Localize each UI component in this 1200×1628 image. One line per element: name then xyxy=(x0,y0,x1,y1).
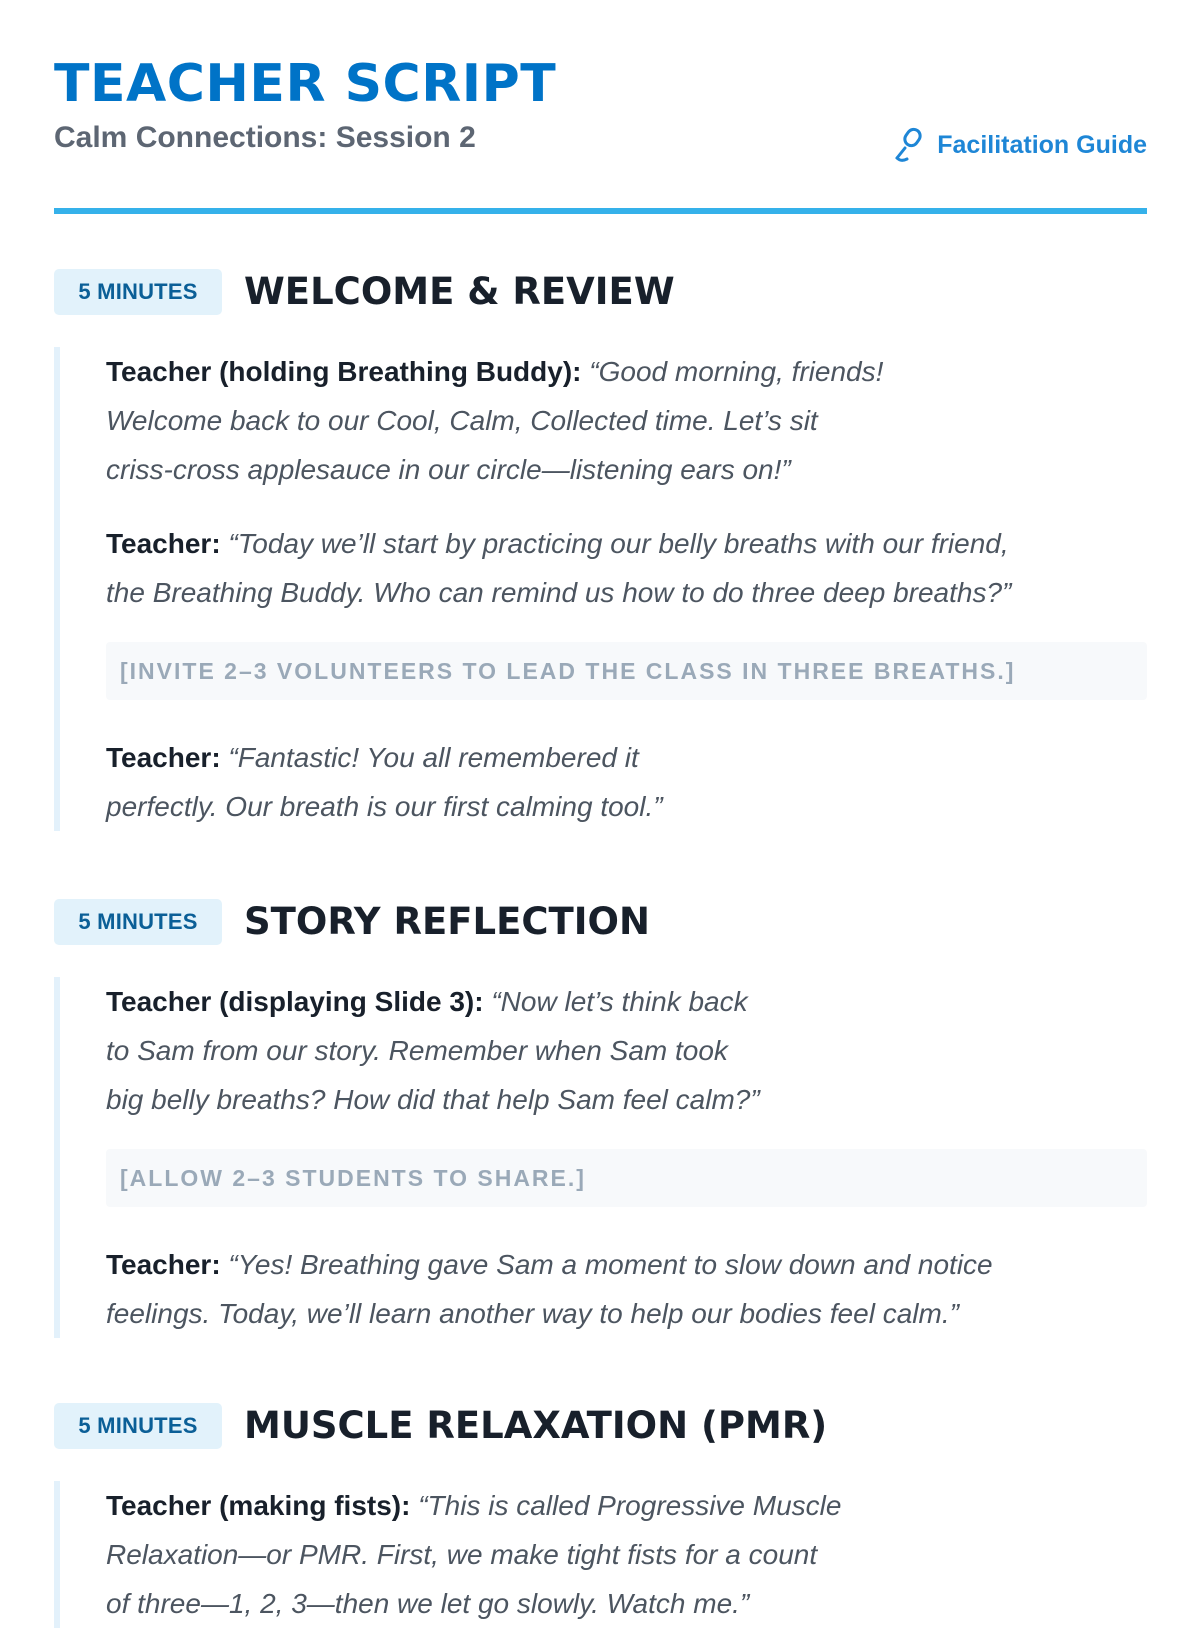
section-title: MUSCLE RELAXATION (PMR) xyxy=(244,1404,828,1447)
speaker-label: Teacher (making fists): xyxy=(106,1490,411,1521)
speaker-label: Teacher: xyxy=(106,1249,221,1280)
speech-text: to Sam from our story. Remember when Sam took xyxy=(106,1035,728,1066)
speech-text: big belly breaths? How did that help Sam feel calm?” xyxy=(106,1084,760,1115)
stage-direction: [INVITE 2–3 VOLUNTEERS TO LEAD THE CLASS IN THREE BREATHS.] xyxy=(106,642,1147,700)
script-line xyxy=(106,977,1147,1124)
script-line xyxy=(106,1240,1147,1338)
section-heading xyxy=(54,1402,1147,1450)
speaker-label: Teacher (holding Breathing Buddy): xyxy=(106,356,582,387)
script-line xyxy=(106,519,1147,617)
speech-text: “Today we’ll start by practicing our belly breaths with our friend, xyxy=(228,528,1009,559)
microphone-icon xyxy=(891,126,925,164)
script-line xyxy=(106,733,1147,831)
facilitation-guide-label: Facilitation Guide xyxy=(937,130,1147,159)
section-title: WELCOME & REVIEW xyxy=(244,270,675,313)
duration-badge: 5 MINUTES xyxy=(54,899,222,945)
speech-text: “This is called Progressive Muscle xyxy=(418,1490,842,1521)
speaker-label: Teacher: xyxy=(106,742,221,773)
script-block xyxy=(54,1481,1147,1628)
document-subtitle: Calm Connections: Session 2 xyxy=(54,121,476,154)
section-muscle-relaxation xyxy=(54,1402,1147,1628)
header-divider xyxy=(54,208,1147,214)
speech-text: Welcome back to our Cool, Calm, Collected time. Let’s sit xyxy=(106,405,818,436)
document-header xyxy=(54,52,1147,159)
speech-text: “Yes! Breathing gave Sam a moment to slow down and notice xyxy=(228,1249,993,1280)
stage-direction: [ALLOW 2–3 STUDENTS TO SHARE.] xyxy=(106,1149,1147,1207)
script-block xyxy=(54,977,1147,1338)
speech-text: “Good morning, friends! xyxy=(589,356,884,387)
section-heading xyxy=(54,898,1147,946)
section-heading xyxy=(54,268,1147,316)
section-story-reflection xyxy=(54,898,1147,1338)
document-title: TEACHER SCRIPT xyxy=(54,54,557,114)
speech-text: “Now let’s think back xyxy=(491,986,748,1017)
script-line xyxy=(106,1481,1147,1628)
speaker-label: Teacher: xyxy=(106,528,221,559)
speech-text: perfectly. Our breath is our first calming tool.” xyxy=(106,791,663,822)
speech-text: Relaxation—or PMR. First, we make tight fists for a count xyxy=(106,1539,818,1570)
speech-text: feelings. Today, we’ll learn another way to help our bodies feel calm.” xyxy=(106,1298,959,1329)
speech-text: of three—1, 2, 3—then we let go slowly. Watch me.” xyxy=(106,1588,750,1619)
speech-text: the Breathing Buddy. Who can remind us how to do three deep breaths?” xyxy=(106,577,1012,608)
section-welcome-review xyxy=(54,268,1147,831)
script-block xyxy=(54,347,1147,831)
script-line xyxy=(106,347,1147,494)
duration-badge: 5 MINUTES xyxy=(54,269,222,315)
speaker-label: Teacher (displaying Slide 3): xyxy=(106,986,484,1017)
speech-text: “Fantastic! You all remembered it xyxy=(228,742,639,773)
facilitation-guide-link[interactable] xyxy=(891,126,1147,164)
section-title: STORY REFLECTION xyxy=(244,900,650,943)
speech-text: criss-cross applesauce in our circle—listening ears on!” xyxy=(106,454,791,485)
duration-badge: 5 MINUTES xyxy=(54,1403,222,1449)
